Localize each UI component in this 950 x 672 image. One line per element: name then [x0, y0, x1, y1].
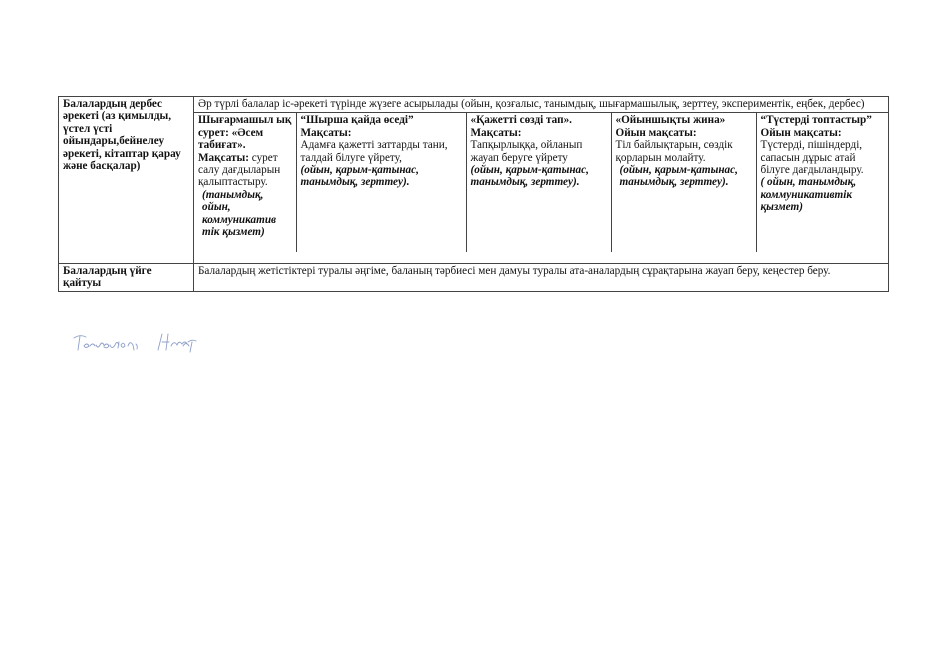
independent-activity-content	[194, 97, 889, 264]
plan-table	[58, 96, 889, 292]
independent-activity-label: Балалардың дербес әрекеті (аз қимылды, үстел үсті ойындары,бейнелеу әрекеті, кітаптар қарау және басқалар)	[59, 97, 194, 264]
going-home-row	[59, 264, 889, 292]
activity-types-intro: Әр түрлі балалар іс-әрекеті түрінде жүзеге асырылады (ойын, қозғалыс, танымдық, шығармашылық, зерттеу, экспериментік, еңбек, дербес)	[198, 98, 865, 110]
handwritten-signature	[70, 330, 210, 356]
activities-row	[194, 113, 889, 253]
activities-subtable	[194, 112, 889, 252]
independent-activity-row	[59, 97, 889, 264]
activity-cell: Шығармашыл ық сурет: «Әсем табиғат». Мақсаты: сурет салу дағдыларын қалыптастыру. (танымдық, ойын, коммуникатив тік қызмет)	[198, 114, 292, 239]
activity-cell: «Ойыншықты жина» Ойын мақсаты: Тіл байлықтарын, сөздік қорларын молайту. (ойын, қарым-қатынас, танымдық, зерттеу).	[611, 113, 756, 253]
activity-cell: “Түстерді топтастыр” Ойын мақсаты: Түстерді, пішіндерді, сапасын дұрыс атай білуге дағдыландыру. ( ойын, танымдық, коммуникативтік қызмет)	[756, 113, 889, 253]
going-home-content: Балалардың жетістіктері туралы әңгіме, баланың тәрбиесі мен дамуы туралы ата-аналардың сұрақтарына жауап беру, кеңестер беру.	[194, 264, 889, 292]
activity-cell: «Қажетті сөзді тап». Мақсаты: Тапқырлыққа, ойланып жауап беруге үйрету (ойын, қарым-қатынас, танымдық, зерттеу).	[466, 113, 611, 253]
activity-cell: “Шырша қайда өседі” Мақсаты: Адамға қажетті заттарды тани, талдай білуге үйрету, (ойын, қарым-қатынас, танымдық, зерттеу).	[296, 113, 466, 253]
going-home-label: Балалардың үйге қайтуы	[59, 264, 194, 292]
